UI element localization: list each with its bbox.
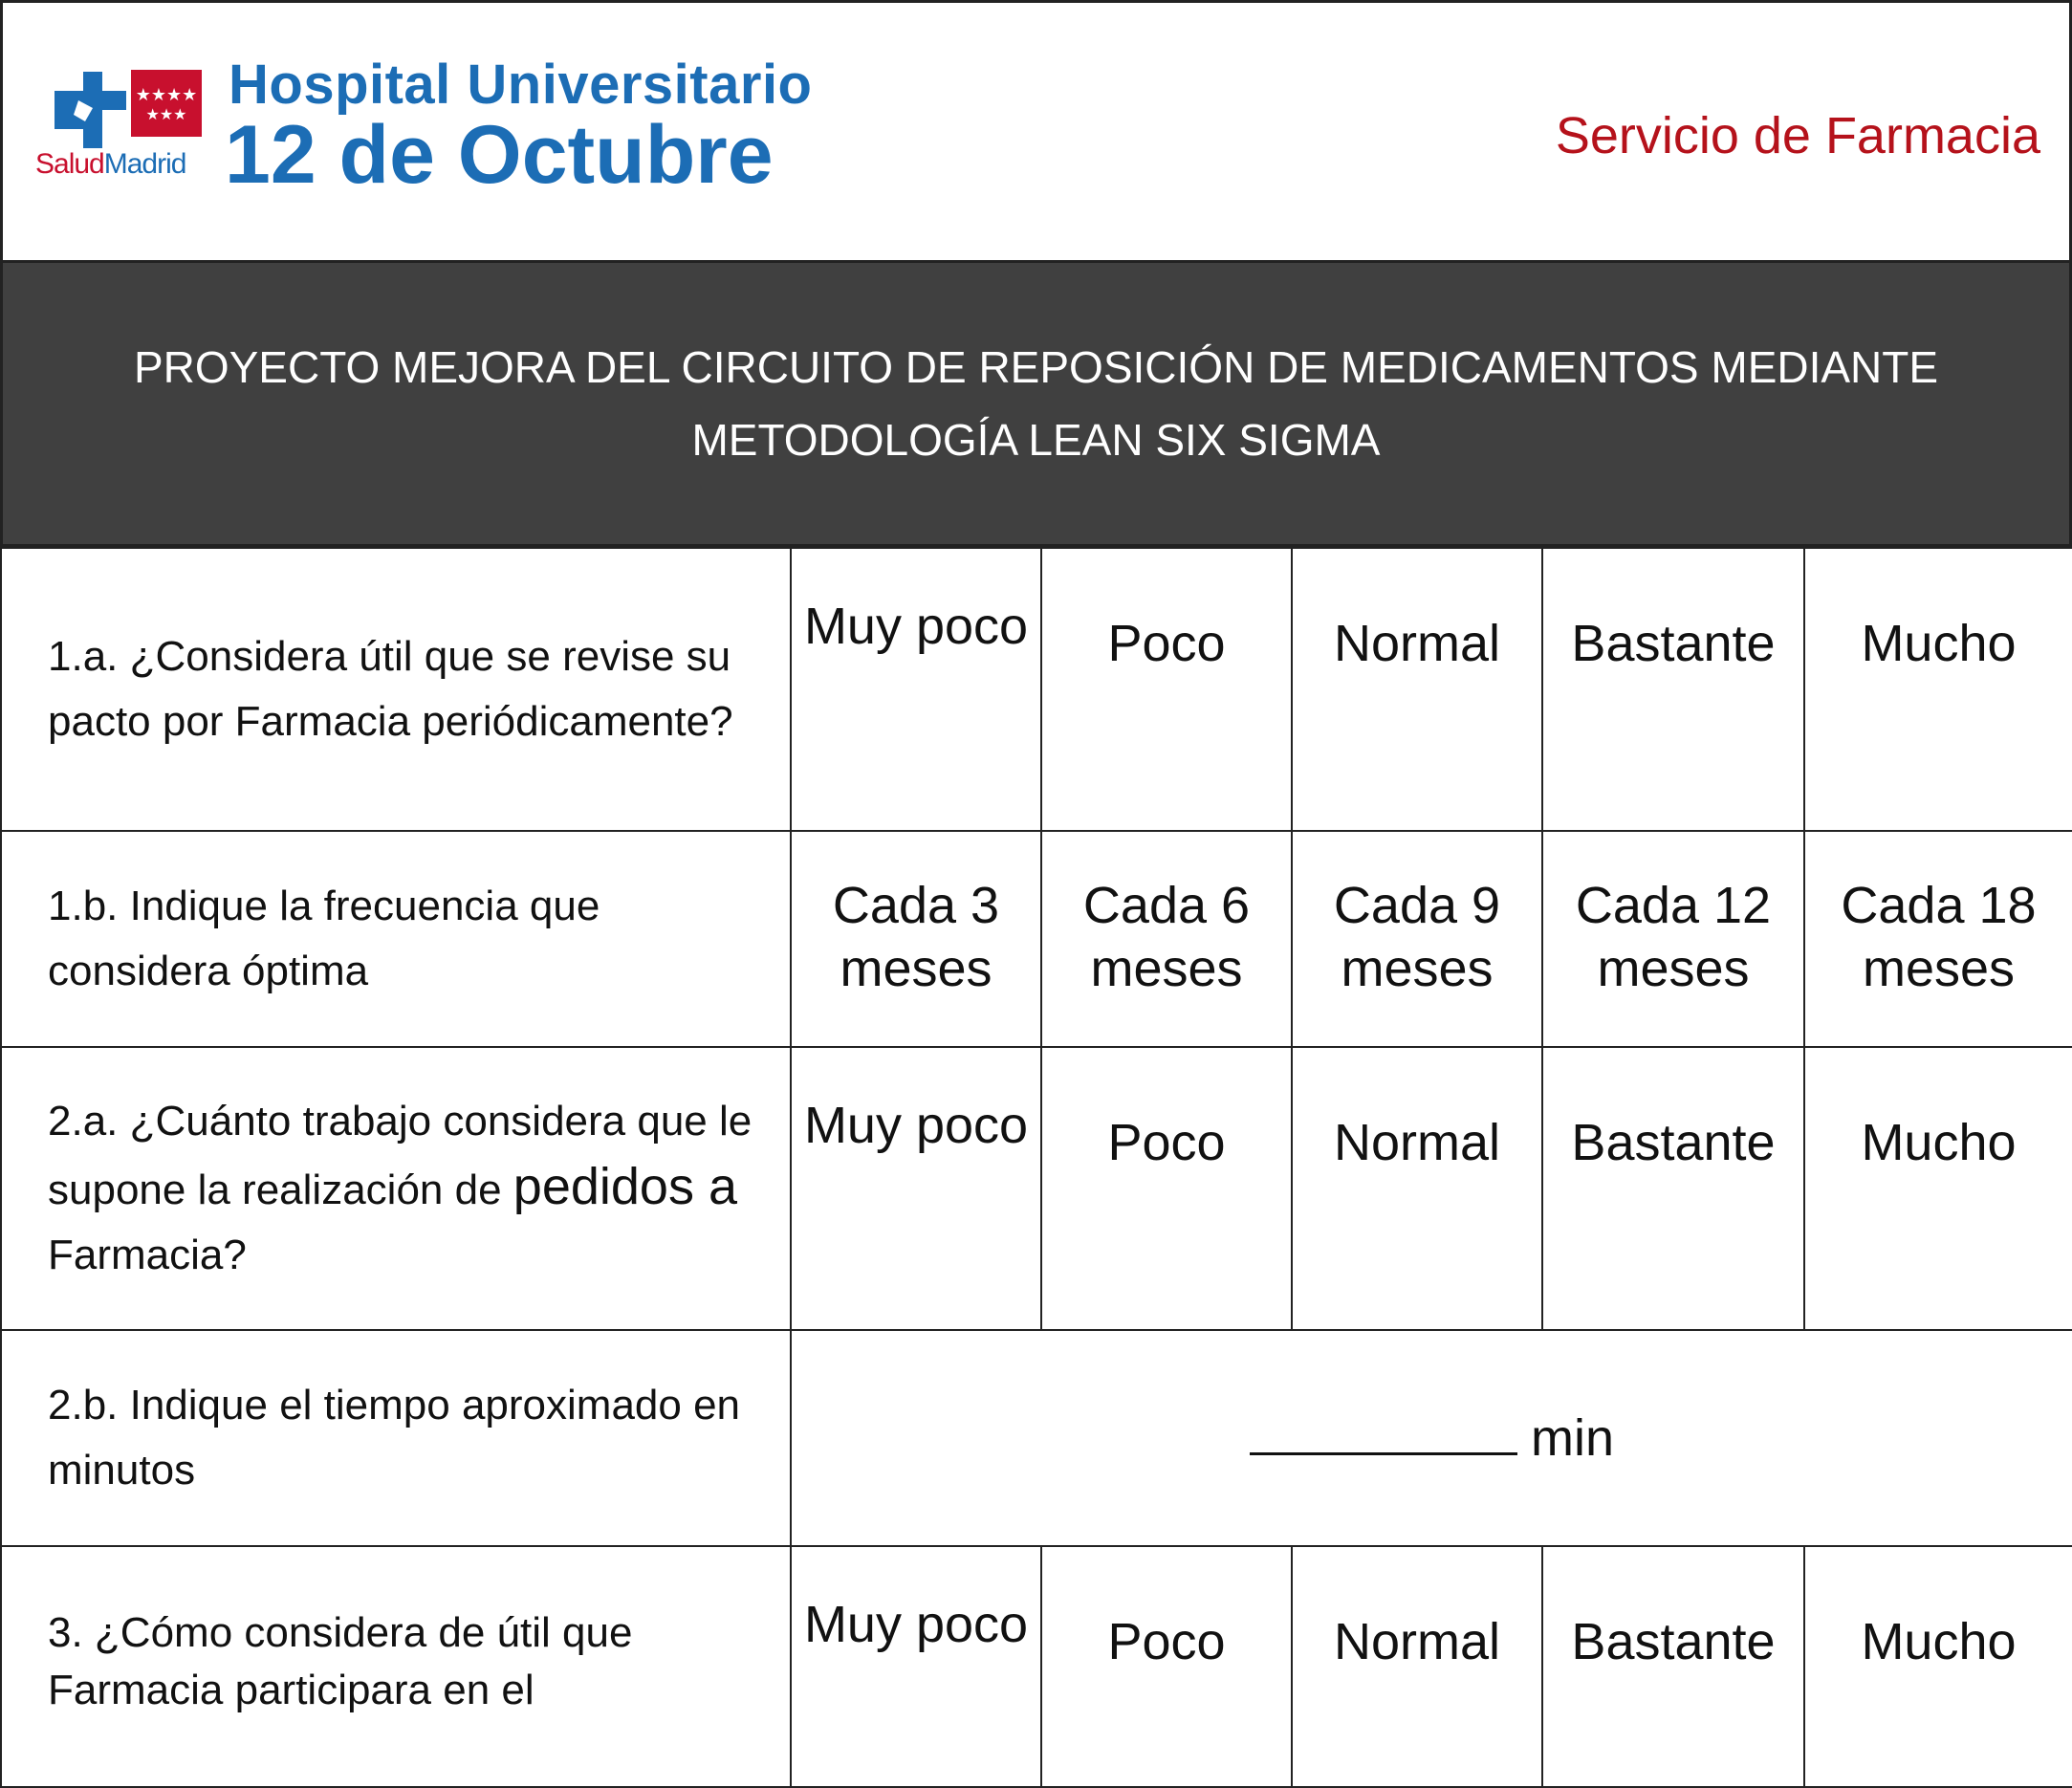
table-row — [1, 831, 2072, 1047]
svg-text:★★★★: ★★★★ — [135, 85, 198, 105]
minutes-unit: min — [1530, 1409, 1614, 1467]
option-mucho[interactable]: Mucho — [1804, 1546, 2072, 1787]
svg-text:★★★: ★★★ — [145, 105, 187, 123]
option-poco[interactable]: Poco — [1041, 1546, 1292, 1787]
option-normal[interactable]: Normal — [1292, 1047, 1542, 1330]
hospital-name-line1: Hospital Universitario — [229, 54, 813, 116]
service-name: Servicio de Farmacia — [1555, 107, 2040, 164]
option-normal[interactable]: Normal — [1292, 1546, 1542, 1787]
option-bastante[interactable]: Bastante — [1542, 1546, 1804, 1787]
option-cada-6-meses[interactable]: Cada 6 meses — [1041, 831, 1292, 1047]
option-cada-3-meses[interactable]: Cada 3 meses — [791, 831, 1041, 1047]
project-title-band — [0, 260, 2072, 547]
option-muy-poco[interactable]: Muy poco — [791, 1546, 1041, 1787]
project-title — [105, 331, 1967, 476]
option-cada-18-meses[interactable]: Cada 18 meses — [1804, 831, 2072, 1047]
question-1b: 1.b. Indique la frecuencia que considera óptima — [1, 831, 791, 1047]
hospital-name-line2: 12 de Octubre — [225, 109, 774, 201]
survey-table — [0, 547, 2072, 1788]
table-row — [1, 548, 2072, 831]
minutes-blank-line[interactable] — [1250, 1414, 1517, 1455]
question-2a: 2.a. ¿Cuánto trabajo considera que le supone la realización de pedidos a Farmacia? — [1, 1047, 791, 1330]
option-bastante[interactable]: Bastante — [1542, 1047, 1804, 1330]
question-1a: 1.a. ¿Considera útil que se revise su pacto por Farmacia periódicamente? — [1, 548, 791, 831]
option-muy-poco[interactable]: Muy poco — [791, 1047, 1041, 1330]
minutes-answer-cell[interactable] — [791, 1330, 2072, 1546]
option-cada-12-meses[interactable]: Cada 12 meses — [1542, 831, 1804, 1047]
option-bastante[interactable]: Bastante — [1542, 548, 1804, 831]
table-row — [1, 1330, 2072, 1546]
option-cada-9-meses[interactable]: Cada 9 meses — [1292, 831, 1542, 1047]
project-title-line2: METODOLOGÍA LEAN SIX SIGMA — [691, 415, 1381, 465]
question-3: 3. ¿Cómo considera de útil que Farmacia participara en el — [1, 1546, 791, 1787]
option-mucho[interactable]: Mucho — [1804, 548, 2072, 831]
option-poco[interactable]: Poco — [1041, 548, 1292, 831]
table-row — [1, 1047, 2072, 1330]
question-2b: 2.b. Indique el tiempo aproximado en minutos — [1, 1330, 791, 1546]
header — [0, 0, 2072, 260]
option-normal[interactable]: Normal — [1292, 548, 1542, 831]
project-title-line1: PROYECTO MEJORA DEL CIRCUITO DE REPOSICIÓN DE MEDICAMENTOS MEDIANTE — [133, 342, 1939, 392]
option-poco[interactable]: Poco — [1041, 1047, 1292, 1330]
option-muy-poco[interactable]: Muy poco — [791, 548, 1041, 831]
table-row — [1, 1546, 2072, 1787]
salud-madrid-wordmark: SaludMadrid — [35, 148, 186, 180]
option-mucho[interactable]: Mucho — [1804, 1047, 2072, 1330]
